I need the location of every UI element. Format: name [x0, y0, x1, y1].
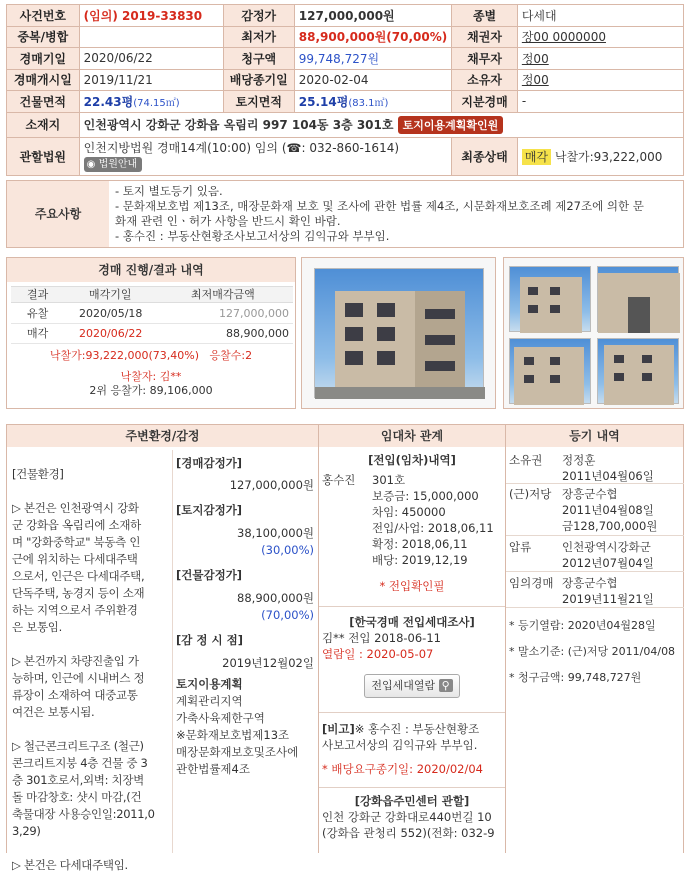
survey-label: [한국경매 전입세대조사]	[349, 615, 475, 629]
progress-row	[11, 304, 293, 324]
registry-entry: (근)저당 장흥군수협 2011년04월08일 금128,700,000원	[506, 484, 684, 536]
thumbnail-panel	[503, 257, 684, 409]
start-date-label: 경매기일	[7, 48, 80, 70]
env-paragraph: ▷ 본건까지 차량진출입 가 능하며, 인근에 시내버스 정 류장이 소재하여 대중교통 여건은 보통시됨.	[12, 654, 145, 719]
notes-panel	[6, 180, 684, 248]
bldg-area-sub: (74.15㎡)	[133, 97, 180, 109]
owner-link[interactable]: 정00	[521, 73, 549, 88]
dup-value	[79, 26, 223, 48]
court-guide-label: 법원안내	[98, 158, 138, 170]
bidder-count: 응찰수:2	[209, 349, 253, 362]
survey-line: 김** 전입 2018-06-11	[322, 631, 441, 645]
appraisal-date-value: 2019년12월02일	[222, 656, 314, 670]
claim-value: 99,748,727원	[294, 48, 451, 70]
remark-label: [비고]	[322, 722, 355, 736]
dividend-label: 배당종기일	[223, 69, 294, 91]
row-date: 2020/05/18	[79, 307, 143, 320]
env-paragraph: ▷ 철근콘크리트구조 (철근) 콘크리트지붕 4층 건물 중 3 층 301호로서,외벽: 치장벽 돌 마감창호: 샷시 마감,(건 축물대장 사용승인일:2011,0 3,29)	[12, 739, 155, 838]
tenant-dividend: 배당: 2019,12,19	[372, 553, 468, 567]
start-date-value: 2020/06/22	[79, 48, 223, 70]
registry-type: 소유권	[509, 453, 543, 467]
owner-label: 소유자	[452, 69, 518, 91]
land-plan-list: 계획관리지역 가축사육제한구역 ※문화재보호법제13조 매장문화재보호및조사에 관한법률제4조	[176, 694, 299, 776]
thumbnail-photo[interactable]	[509, 266, 591, 332]
note-line: - 홍수진 : 부동산현황조사보고서상의 김익규와 부부임.	[115, 229, 390, 243]
appraisal-column	[176, 455, 314, 778]
type-value: 다세대	[517, 5, 683, 27]
row-price: 127,000,000	[219, 307, 289, 320]
min-price-label: 최저가	[223, 26, 294, 48]
registry-type: 임의경매	[509, 576, 554, 590]
note-line: 화재 관련 인ㆍ허가 사항을 반드시 확인 바람.	[115, 214, 341, 228]
tenant-confirm: * 전입확인필	[379, 579, 445, 593]
tenant-column	[322, 452, 502, 841]
winning-summary	[7, 347, 295, 363]
winner: 낙찰자: 김**	[120, 370, 182, 383]
remark-text: ※ 홍수진 : 부동산현황조	[354, 722, 480, 736]
tenant-rent: 차임: 450000	[372, 505, 446, 519]
env-column	[12, 466, 170, 874]
appraisal-land-value: 38,100,000원	[237, 526, 314, 540]
registry-type: 압류	[509, 540, 532, 554]
open-value: 2019/11/21	[79, 69, 223, 91]
col-result: 결과	[27, 288, 49, 301]
land-area-value: 25.14평	[298, 94, 349, 109]
share-label: 지분경매	[452, 91, 518, 113]
claim-label: 청구액	[223, 48, 294, 70]
appraisal-bldg-value: 88,900,000원	[237, 591, 314, 605]
notes-label: 주요사항	[7, 181, 109, 247]
tenant-movein: 전입/사업: 2018,06,11	[372, 521, 494, 535]
registry-title: 등기 내역	[506, 425, 683, 447]
debtor-link[interactable]: 정00	[521, 51, 549, 66]
notes-body	[115, 184, 681, 244]
appraisal-total-value: 127,000,000원	[229, 478, 314, 492]
appraisal-land-label: [토지감정가]	[176, 503, 243, 517]
min-price-value: 88,900,000원(70,00%)	[294, 26, 451, 48]
office-line-2: (강화읍 관청리 552)(전화: 032-9	[322, 826, 495, 840]
registry-entry: 소유권 정정훈 2011년04월06일	[506, 450, 684, 484]
case-no-label: 사건번호	[7, 5, 80, 27]
dup-label: 중복/병합	[7, 26, 80, 48]
type-label: 종별	[452, 5, 518, 27]
dividend-request: * 배당요구종기일: 2020/02/04	[322, 762, 483, 776]
tenant-deposit: 보증금: 15,000,000	[372, 489, 479, 503]
tenant-title: 임대차 관계	[319, 425, 505, 447]
land-use-plan-button[interactable]: 토지이용계획확인원	[398, 116, 504, 134]
court-guide-icon: ◉	[86, 158, 96, 170]
tenant-record	[322, 472, 502, 568]
office-label: [강화읍주민센터 관할]	[354, 794, 470, 808]
final-label: 최종상태	[452, 137, 518, 175]
remark-text-2: 사보고서상의 김익규와 부부임.	[322, 738, 478, 752]
tenant-name: 홍수진	[322, 473, 356, 487]
debtor-label: 채무자	[452, 48, 518, 70]
main-building-photo[interactable]	[314, 268, 484, 398]
share-value: -	[517, 91, 683, 113]
progress-panel	[6, 257, 296, 409]
appraisal-bldg-label: [건물감정가]	[176, 568, 243, 582]
survey-view-date: 열람일 : 2020-05-07	[322, 647, 434, 661]
col-date: 매각기일	[89, 288, 132, 301]
appraisal-land-pct: (30,00%)	[261, 543, 314, 557]
second-bid: 2위 응찰가: 89,106,000	[89, 384, 213, 397]
move-in-view-label: 전입세대열람	[371, 679, 436, 692]
registry-column	[506, 450, 684, 686]
thumbnail-photo[interactable]	[597, 266, 679, 332]
court-phone: : 032-860-1614)	[301, 140, 400, 155]
land-area-label: 토지면적	[223, 91, 294, 113]
row-date: 2020/06/22	[79, 327, 143, 340]
col-price: 최저매각금액	[191, 288, 255, 301]
appraisal-label: 감정가	[223, 5, 294, 27]
bldg-area-value: 22.43평	[83, 94, 134, 109]
row-price: 88,900,000	[226, 327, 289, 340]
creditor-link[interactable]: 장00 0000000	[521, 30, 606, 45]
location-label: 소재지	[7, 112, 80, 137]
progress-title: 경매 진행/결과 내역	[7, 258, 295, 282]
registry-extinction: * 말소기준: (근)저당 2011/04/08	[509, 645, 676, 658]
registry-type: (근)저당	[509, 487, 552, 501]
court-value: 인천지방법원 경매14계(10:00) 임의 (	[83, 140, 287, 155]
tenant-section-label: [전입(임차)내역]	[368, 453, 456, 467]
env-section-label: [건물환경]	[12, 467, 64, 481]
phone-icon: ☎	[286, 140, 302, 155]
main-photo-frame	[301, 257, 496, 409]
appraisal-date-label: [감 정 시 점]	[176, 633, 243, 647]
tenant-unit: 301호	[372, 473, 406, 487]
bldg-area-label: 건물면적	[7, 91, 80, 113]
final-value: 낙찰가:93,222,000	[554, 149, 663, 164]
land-area-sub: (83.1㎡)	[348, 97, 389, 109]
open-label: 경매개시일	[7, 69, 80, 91]
row-result: 매각	[27, 327, 49, 340]
progress-header	[11, 286, 293, 303]
note-line: - 문화재보호법 제13조, 매장문화재 보호 및 조사에 관한 법률 제4조, 시문화재보호조례 제27조에 의한 문	[115, 199, 644, 213]
registry-claim: * 청구금액: 99,748,727원	[509, 671, 642, 684]
move-in-view-button[interactable]	[364, 674, 459, 698]
registry-view-date: * 등기열람: 2020년04월28일	[509, 619, 656, 632]
note-line: - 토지 별도등기 있음.	[115, 184, 223, 198]
registry-entry: 압류 인천광역시강화군 2012년07월04일	[506, 536, 684, 572]
env-paragraph: ▷ 본건은 인천광역시 강화 군 강화읍 옥림리에 소재하 며 "강화중학교" 북동측 인 근에 위치하는 다세대주택 으로서, 인근은 다세대주택, 단독주택, 농경지 등이 소재 하는 지역으로서 주위환경 은 보통임.	[12, 501, 145, 634]
thumbnail-photo[interactable]	[509, 338, 591, 404]
appraisal-total-label: [경매감정가]	[176, 456, 243, 470]
env-paragraph: ▷ 본건은 다세대주택임.	[12, 858, 128, 872]
court-label: 관할법원	[7, 137, 80, 175]
env-title: 주변환경/감정	[7, 425, 318, 447]
case-no-value: (임의) 2019-33830	[79, 5, 223, 27]
thumbnail-photo[interactable]	[597, 338, 679, 404]
appraisal-bldg-pct: (70,00%)	[261, 608, 314, 622]
remark	[322, 721, 502, 737]
row-result: 유찰	[27, 307, 49, 320]
search-icon: ⚲	[439, 679, 453, 692]
land-plan-label: 토지이용계획	[176, 677, 243, 691]
appraisal-value: 127,000,000원	[294, 5, 451, 27]
case-info-table	[6, 4, 684, 176]
progress-row	[11, 324, 293, 344]
registry-entry: 임의경매 장흥군수협 2019년11월21일	[506, 572, 684, 608]
tenant-fixed: 확정: 2018,06,11	[372, 537, 468, 551]
office-line-1: 인천 강화군 강화대로440번길 10	[322, 810, 492, 824]
final-status-chip: 매각	[522, 149, 551, 165]
dividend-value: 2020-02-04	[294, 69, 451, 91]
creditor-label: 채권자	[452, 26, 518, 48]
location-value: 인천광역시 강화군 강화읍 옥림리 997 104동 3층 301호	[83, 117, 394, 132]
court-guide-button[interactable]	[84, 157, 143, 172]
winning-price: 낙찰가:93,222,000(73,40%)	[49, 349, 199, 362]
